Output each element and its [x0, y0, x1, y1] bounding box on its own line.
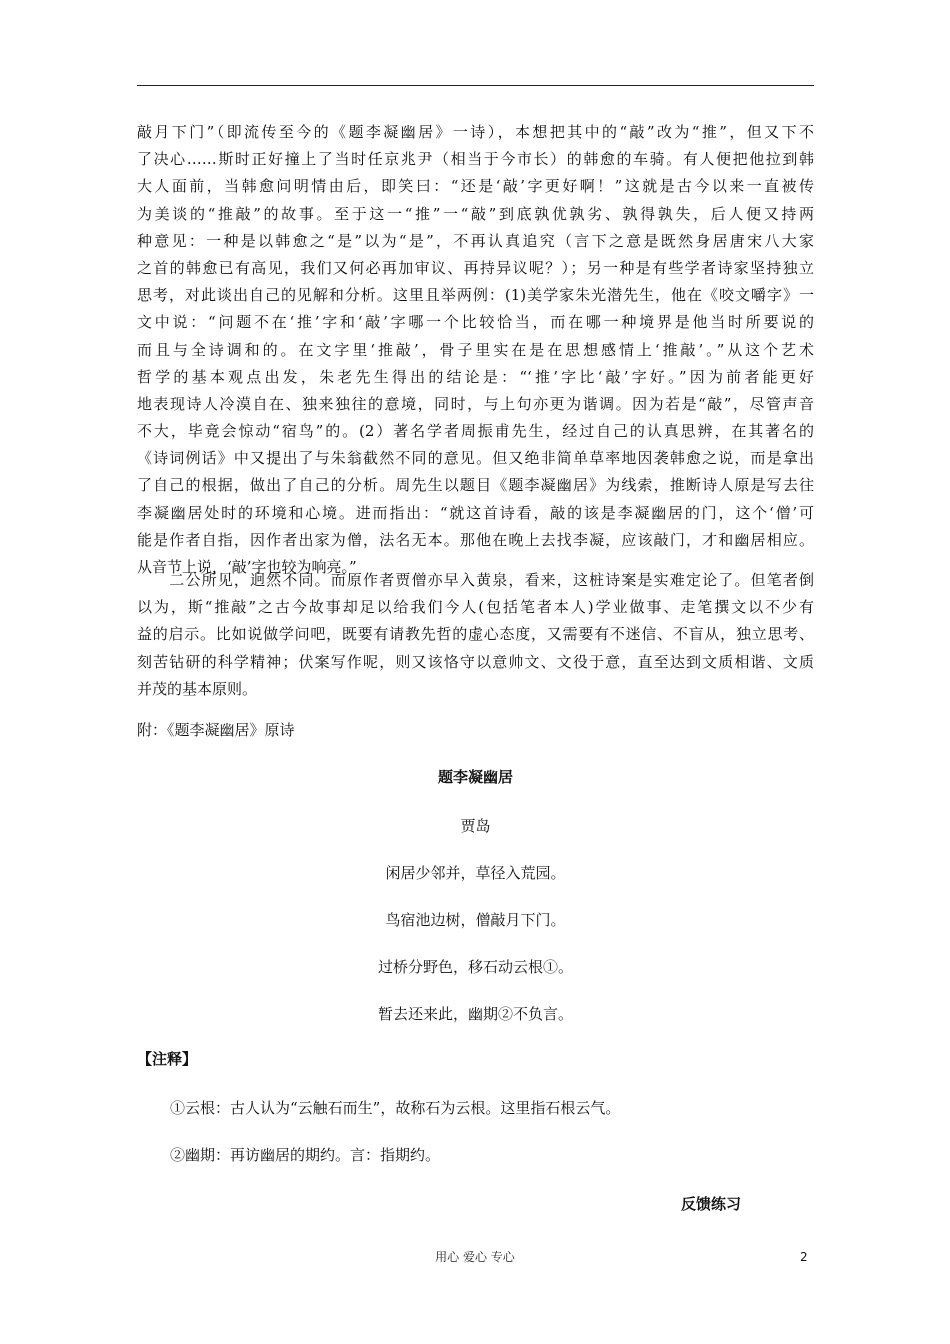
- text-line: 了决心……斯时正好撞上了当时任京兆尹（相当于今市长）的韩愈的车骑。有人便把他拉到韩: [137, 150, 814, 169]
- note-item: ②幽期：再访幽居的期约。言：指期约。: [170, 1146, 441, 1164]
- note-item: ①云根：古人认为“云触石而生”，故称石为云根。这里指石根云气。: [170, 1099, 621, 1117]
- header-rule: [137, 85, 814, 86]
- text-line: 为美谈的“推敲”的故事。至于这一“推”一“敲”到底孰优孰劣、孰得孰失，后人便又持两: [137, 204, 814, 223]
- text-line: 《诗词例话》中又提出了与朱翁截然不同的意见。但又绝非简单草率地因袭韩愈之说，而是拿出: [137, 449, 814, 468]
- text-line: 益的启示。比如说做学问吧，既要有请教先哲的虚心态度，又需要有不迷信、不盲从，独立思考、: [137, 625, 814, 644]
- text-line: 以为，斯“推敲”之古今故事却足以给我们今人(包括笔者本人)学业做事、走笔撰文以不少有: [137, 598, 814, 617]
- page-number: 2: [800, 1250, 808, 1264]
- text-line: 思考，对此谈出自己的见解和分析。这里且举两例：(1)美学家朱光潜先生，他在《咬文嚼字》一: [137, 286, 814, 305]
- text-line: 文中说：“问题不在‘推’字和‘敲’字哪一个比较恰当，而在哪一种境界是他当时所要说的: [137, 313, 814, 332]
- text-line: 而且与全诗调和的。在文字里‘推敲’，骨子里实在是在思想感情上‘推敲’。”从这个艺术: [137, 340, 814, 359]
- text-line: 大人面前，当韩愈问明情由后，即笑曰：“还是‘敲’字更好啊！”这就是古今以来一直被传: [137, 177, 814, 196]
- text-line: 能是作者自指，因作者出家为僧，法名无本。那他在晚上去找李凝，应该敲门，才和幽居相应。: [137, 530, 814, 549]
- text-line: 二公所见，迥然不同。而原作者贾僧亦早入黄泉，看来，这桩诗案是实难定论了。但笔者倒: [137, 571, 814, 589]
- body-paragraph: [137, 119, 814, 581]
- poem-line: 过桥分野色，移石动云根①。: [377, 958, 573, 976]
- text-line: 种意见：一种是以韩愈之“是”以为“是”，不再认真追究（言下之意是既然身居唐宋八大家: [137, 231, 814, 250]
- poem-title: 题李凝幽居: [437, 768, 513, 786]
- poem-line: 暂去还来此，幽期②不负言。: [377, 1005, 573, 1023]
- text-line: 刻苦钻研的科学精神；伏案写作呢，则又该恪守以意帅文、文役于意，直至达到文质相谐、文质: [137, 652, 814, 671]
- appendix-label: 附：《题李凝幽居》原诗: [137, 721, 295, 739]
- feedback-heading: 反馈练习: [681, 1195, 742, 1213]
- text-line: 敲月下门”（即流传至今的《题李凝幽居》一诗），本想把其中的“敲”改为“推”，但又下不: [137, 123, 814, 141]
- text-line: 地表现诗人冷漠自在、独来独往的意境，同时，与上句亦更为谐调。因为若是“敲”，尽管声音: [137, 394, 814, 413]
- text-line: 之首的韩愈已有高见，我们又何必再加审议、再持异议呢？）；另一种是有些学者诗家坚持独立: [137, 258, 814, 277]
- poem-author: 贾岛: [460, 817, 491, 835]
- poem-line: 闲居少邻并，草径入荒园。: [385, 864, 566, 882]
- text-line: 李凝幽居处时的环境和心境。进而指出：“就这首诗看，敲的该是李凝幽居的门，这个‘僧’可: [137, 503, 814, 522]
- text-line: 了自己的根据，做出了自己的分析。周先生以题目《题李凝幽居》为线索，推断诗人原是写去往: [137, 476, 814, 495]
- notes-title: 【注释】: [137, 1050, 198, 1068]
- footer-text: 用心 爱心 专心: [435, 1250, 515, 1264]
- text-line: 从音节上说，‘敲’字也较为响亮。”: [137, 558, 357, 576]
- text-line: 并茂的基本原则。: [137, 679, 258, 698]
- text-line: 不大，毕竟会惊动“宿鸟”的。(2）著名学者周振甫先生，经过自己的认真思辨，在其著名的: [137, 422, 814, 441]
- conclusion-paragraph: [137, 567, 814, 703]
- text-line: 哲学的基本观点出发，朱老先生得出的结论是：“‘推’字比‘敲’字好。”因为前者能更好: [137, 367, 814, 386]
- poem-line: 鸟宿池边树，僧敲月下门。: [385, 911, 566, 929]
